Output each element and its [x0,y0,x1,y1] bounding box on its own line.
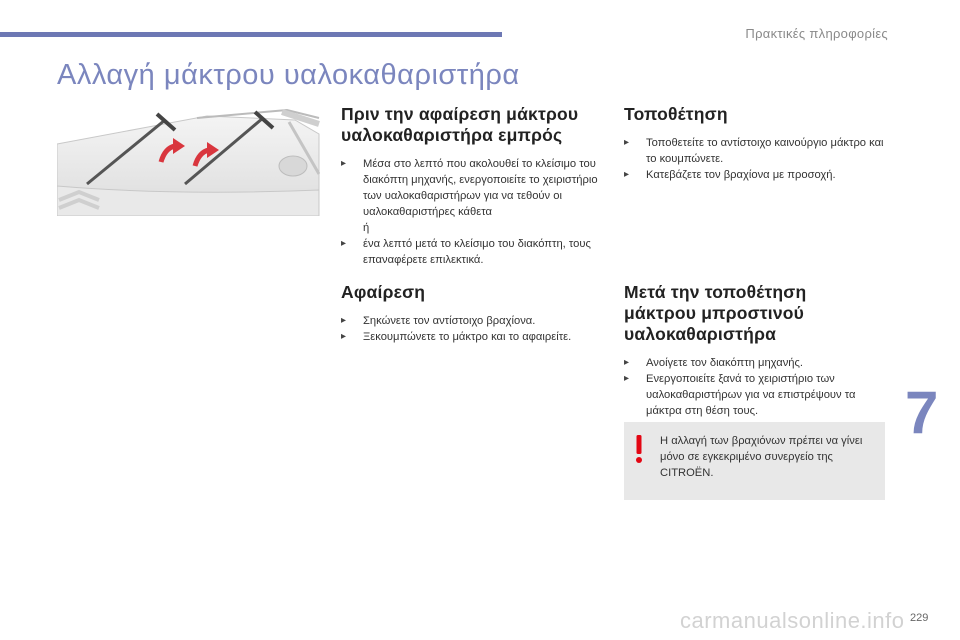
section-label: Πρακτικές πληροφορίες [745,26,888,41]
page-title: Αλλαγή μάκτρου υαλοκαθαριστήρα [57,59,520,91]
arrow-bullet-icon: ▸ [341,331,347,342]
section-title: Πριν την αφαίρεση μάκτρου υαλοκαθαριστήρα εμπρός [341,104,579,145]
section-removal [341,282,603,345]
list-item: ▸ Τοποθετείτε το αντίστοιχο καινούργιο μάκτρο και το κουμπώνετε. [624,137,884,165]
instruction-list [341,156,603,268]
section-title: Τοποθέτηση [624,104,728,124]
header-accent-bar [0,32,502,37]
exclamation-warning-icon [634,434,644,464]
warning-text: Η αλλαγή των βραχιόνων πρέπει να γίνει μόνο σε εγκεκριμένο συνεργείο της CITROËN. [660,435,863,479]
warning-note [624,422,885,500]
section-before-removal [341,104,603,268]
wiper-illustration [57,104,320,216]
list-item: ▸ ένα λεπτό μετά το κλείσιμο του διακόπτη, τους επαναφέρετε επιλεκτικά. [341,238,591,266]
arrow-bullet-icon: ▸ [624,357,630,368]
section-title: Αφαίρεση [341,282,426,302]
arrow-bullet-icon: ▸ [624,137,630,148]
car-windscreen-drawing [57,104,320,216]
watermark: carmanualsonline.info [680,608,905,633]
list-item: ▸ Ανοίγετε τον διακόπτη μηχανής. [624,357,804,369]
instruction-list [341,313,603,345]
list-item: ή [363,222,370,234]
section-installation [624,104,886,183]
instruction-list [624,355,886,419]
arrow-bullet-icon: ▸ [341,238,347,249]
arrow-bullet-icon: ▸ [341,315,347,326]
arrow-bullet-icon: ▸ [624,373,630,384]
list-item: ▸ Ξεκουμπώνετε το μάκτρο και το αφαιρείτε. [341,331,572,343]
list-item: ▸ Κατεβάζετε τον βραχίονα με προσοχή. [624,169,836,181]
page-number: 229 [910,612,929,624]
arrow-bullet-icon: ▸ [341,158,347,169]
instruction-list [624,135,886,183]
list-item: ▸ Μέσα στο λεπτό που ακολουθεί το κλείσιμο του διακόπτη μηχανής, ενεργοποιείτε το χειριστήριο των υαλοκαθαριστήρων για να τεθούν οι υαλοκαθαριστήρες κάθετα [341,158,598,218]
section-title: Μετά την τοποθέτηση μάκτρου μπροστινού υαλοκαθαριστήρα [624,282,807,344]
arrow-bullet-icon: ▸ [624,169,630,180]
list-item: ▸ Ενεργοποιείτε ξανά το χειριστήριο των υαλοκαθαριστήρων για να επιστρέψουν τα μάκτρα στη θέση τους. [624,373,856,417]
chapter-number: 7 [905,379,939,446]
section-after-installation [624,282,886,419]
list-item: ▸ Σηκώνετε τον αντίστοιχο βραχίονα. [341,315,536,327]
